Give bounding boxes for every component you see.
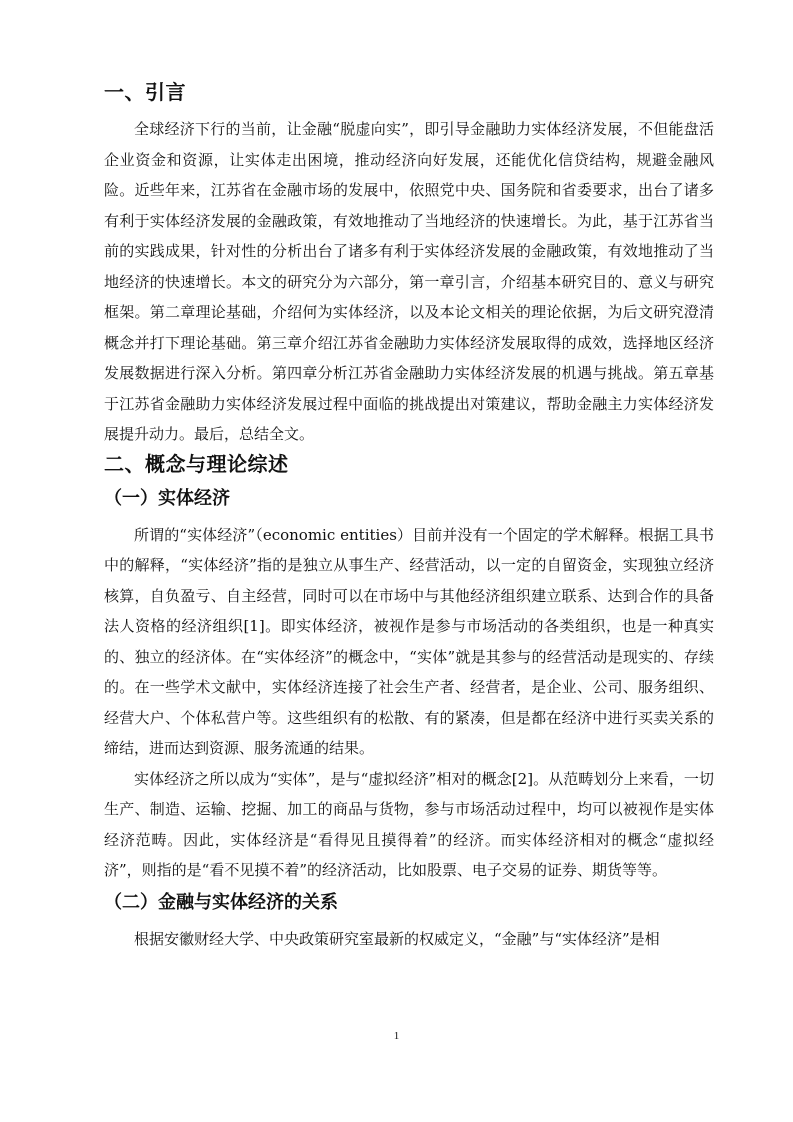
introduction-paragraph: 全球经济下行的当前，让金融“脱虚向实”，即引导金融助力实体经济发展，不但能盘活企业资金和资源，让实体走出困境，推动经济向好发展，还能优化信贷结构，规避金融风险。近些年来，江苏省在金融市场的发展中，依照党中央、国务院和省委要求，出台了诸多有利于实体经济发展的金融政策，有效地推动了当地经济的快速增长。为此，基于江苏省当前的实践成果，针对性的分析出台了诸多有利于实体经济发展的金融政策，有效地推动了当地经济的快速增长。本文的研究分为六部分，第一章引言，介绍基本研究目的、意义与研究框架。第二章理论基础，介绍何为实体经济，以及本论文相关的理论依据，为后文研究澄清概念并打下理论基础。第三章介绍江苏省金融助力实体经济发展取得的成效，选择地区经济发展数据进行深入分析。第四章分析江苏省金融助力实体经济发展的机遇与挑战。第五章基于江苏省金融助力实体经济发展过程中面临的挑战提出对策建议，帮助金融主力实体经济发展提升动力。最后，总结全文。 [104, 120, 714, 443]
subsection-heading-finance-relationship: （二）金融与实体经济的关系 [104, 891, 338, 913]
real-economy-paragraph-1: 所谓的“实体经济”（economic entities）目前并没有一个固定的学术解释。根据工具书中的解释，“实体经济”指的是独立从事生产、经营活动，以一定的自留资金，实现独立经济核算，自负盈亏、自主经营，同时可以在市场中与其他经济组织建立联系、达到合作的具备法人资格的经济组织[1]。即实体经济，被视作是参与市场活动的各类组织，也是一种真实的、独立的经济体。在“实体经济”的概念中，“实体”就是其参与的经营活动是现实的、存续的。在一些学术文献中，实体经济连接了社会生产者、经营者，是企业、公司、服务组织、经营大户、个体私营户等。这些组织有的松散、有的紧凑，但是都在经济中进行买卖关系的缔结，进而达到资源、服务流通的结果。 [104, 525, 714, 757]
real-economy-paragraph-2: 实体经济之所以成为“实体”，是与“虚拟经济”相对的概念[2]。从范畴划分上来看，一切生产、制造、运输、挖掘、加工的商品与货物，参与市场活动过程中，均可以被视作是实体经济范畴。因此，实体经济是“看得见且摸得着”的经济。而实体经济相对的概念“虚拟经济”，则指的是“看不见摸不着”的经济活动，比如股票、电子交易的证券、期货等等。 [104, 769, 714, 879]
page-number: 1 [393, 1030, 400, 1042]
section-heading-introduction: 一、引言 [104, 80, 186, 104]
subsection-heading-real-economy: （一）实体经济 [104, 487, 230, 509]
page-body [104, 78, 714, 954]
section-heading-concepts: 二、概念与理论综述 [104, 451, 289, 476]
finance-relationship-paragraph: 根据安徽财经大学、中央政策研究室最新的权威定义，“金融”与“实体经济”是相 [134, 929, 660, 948]
